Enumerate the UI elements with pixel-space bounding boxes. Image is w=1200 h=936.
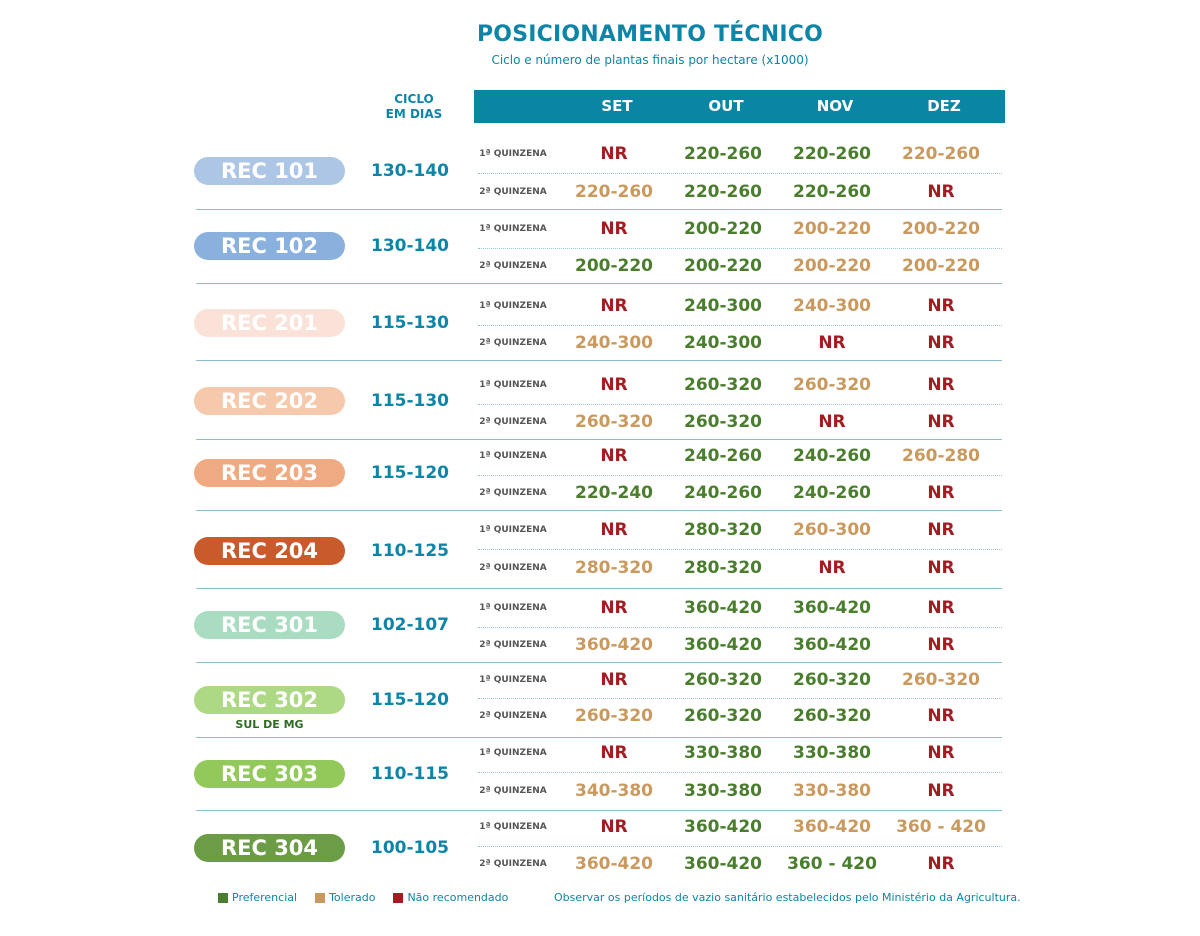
hybrid-badge-rec-204: REC 204 — [194, 537, 345, 565]
plant-density-cell: 240-260 — [792, 483, 872, 503]
month-header-nov: NOV — [816, 97, 854, 115]
plant-density-cell: NR — [927, 706, 955, 726]
plant-density-cell: NR — [818, 412, 846, 432]
hybrid-badge-rec-301: REC 301 — [194, 611, 345, 639]
row-separator — [196, 662, 1002, 663]
plant-density-cell: 260-320 — [683, 375, 763, 395]
plant-density-cell: 360-420 — [683, 854, 763, 874]
plant-density-cell: 220-240 — [574, 483, 654, 503]
fortnight-divider — [478, 475, 1002, 476]
plant-density-cell: 220-260 — [574, 182, 654, 202]
plant-density-cell: NR — [600, 144, 628, 164]
row-separator — [196, 588, 1002, 589]
cycle-header-line-1: CICLO — [394, 92, 434, 106]
legend-swatch — [218, 893, 228, 903]
fortnight-label: 1ª QUINZENA — [479, 149, 547, 159]
fortnight-label: 2ª QUINZENA — [479, 563, 547, 573]
plant-density-cell: 200-220 — [683, 256, 763, 276]
fortnight-label: 1ª QUINZENA — [479, 224, 547, 234]
fortnight-divider — [478, 173, 1002, 174]
plant-density-cell: 330-380 — [683, 743, 763, 763]
plant-density-cell: NR — [927, 333, 955, 353]
footnote: Observar os períodos de vazio sanitário estabelecidos pelo Ministério da Agricultura. — [554, 891, 1021, 904]
fortnight-label: 1ª QUINZENA — [479, 822, 547, 832]
plant-density-cell: 220-260 — [792, 182, 872, 202]
fortnight-label: 2ª QUINZENA — [479, 261, 547, 271]
legend-label: Tolerado — [329, 891, 376, 904]
plant-density-cell: 260-300 — [792, 520, 872, 540]
plant-density-cell: 200-220 — [901, 256, 981, 276]
fortnight-label: 2ª QUINZENA — [479, 786, 547, 796]
cycle-days-rec-101: 130-140 — [370, 161, 450, 181]
plant-density-cell: NR — [600, 817, 628, 837]
cycle-header-line-2: EM DIAS — [385, 107, 443, 121]
cycle-days-rec-204: 110-125 — [370, 541, 450, 561]
plant-density-cell: 240-300 — [683, 296, 763, 316]
plant-density-cell: 260-320 — [792, 706, 872, 726]
fortnight-label: 1ª QUINZENA — [479, 301, 547, 311]
row-separator — [196, 510, 1002, 511]
hybrid-badge-rec-203: REC 203 — [194, 459, 345, 487]
plant-density-cell: NR — [927, 182, 955, 202]
plant-density-cell: 240-260 — [683, 446, 763, 466]
legend-swatch — [393, 893, 403, 903]
plant-density-cell: NR — [818, 558, 846, 578]
hybrid-badge-rec-102: REC 102 — [194, 232, 345, 260]
legend-item — [315, 891, 375, 904]
fortnight-label: 2ª QUINZENA — [479, 187, 547, 197]
plant-density-cell: 360-420 — [683, 598, 763, 618]
plant-density-cell: NR — [927, 375, 955, 395]
plant-density-cell: 360-420 — [574, 635, 654, 655]
plant-density-cell: 280-320 — [683, 520, 763, 540]
fortnight-label: 1ª QUINZENA — [479, 675, 547, 685]
hybrid-badge-rec-201: REC 201 — [194, 309, 345, 337]
plant-density-cell: NR — [927, 296, 955, 316]
row-separator — [196, 439, 1002, 440]
plant-density-cell: 260-320 — [683, 706, 763, 726]
plant-density-cell: 220-260 — [683, 182, 763, 202]
cycle-days-rec-201: 115-130 — [370, 313, 450, 333]
plant-density-cell: 240-300 — [574, 333, 654, 353]
plant-density-cell: NR — [927, 854, 955, 874]
hybrid-badge-rec-304: REC 304 — [194, 834, 345, 862]
plant-density-cell: 360-420 — [792, 598, 872, 618]
plant-density-cell: NR — [927, 558, 955, 578]
row-separator — [196, 209, 1002, 210]
fortnight-label: 2ª QUINZENA — [479, 338, 547, 348]
legend — [218, 891, 526, 906]
cycle-days-rec-303: 110-115 — [370, 764, 450, 784]
cycle-days-rec-304: 100-105 — [370, 838, 450, 858]
plant-density-cell: 360-420 — [683, 817, 763, 837]
hybrid-badge-rec-303: REC 303 — [194, 760, 345, 788]
plant-density-cell: NR — [927, 743, 955, 763]
plant-density-cell: 260-280 — [901, 446, 981, 466]
plant-density-cell: 200-220 — [574, 256, 654, 276]
fortnight-label: 2ª QUINZENA — [479, 417, 547, 427]
cycle-days-rec-301: 102-107 — [370, 615, 450, 635]
plant-density-cell: 200-220 — [792, 219, 872, 239]
plant-density-cell: 240-300 — [792, 296, 872, 316]
row-separator — [196, 737, 1002, 738]
plant-density-cell: 360-420 — [792, 817, 872, 837]
plant-density-cell: NR — [927, 520, 955, 540]
hybrid-region-note: SUL DE MG — [235, 718, 304, 731]
fortnight-divider — [478, 325, 1002, 326]
plant-density-cell: NR — [927, 483, 955, 503]
fortnight-label: 1ª QUINZENA — [479, 451, 547, 461]
plant-density-cell: 340-380 — [574, 781, 654, 801]
plant-density-cell: 240-260 — [792, 446, 872, 466]
fortnight-label: 1ª QUINZENA — [479, 525, 547, 535]
fortnight-label: 2ª QUINZENA — [479, 488, 547, 498]
plant-density-cell: 330-380 — [792, 781, 872, 801]
plant-density-cell: NR — [600, 446, 628, 466]
cycle-days-rec-302: 115-120 — [370, 690, 450, 710]
plant-density-cell: 260-320 — [574, 412, 654, 432]
fortnight-divider — [478, 846, 1002, 847]
month-header-set: SET — [601, 97, 633, 115]
fortnight-label: 2ª QUINZENA — [479, 711, 547, 721]
plant-density-cell: 220-260 — [683, 144, 763, 164]
legend-swatch — [315, 893, 325, 903]
hybrid-badge-rec-101: REC 101 — [194, 157, 345, 185]
plant-density-cell: NR — [600, 296, 628, 316]
plant-density-cell: NR — [927, 598, 955, 618]
hybrid-badge-rec-202: REC 202 — [194, 387, 345, 415]
plant-density-cell: 260-320 — [683, 412, 763, 432]
cycle-days-rec-102: 130-140 — [370, 236, 450, 256]
plant-density-cell: NR — [927, 412, 955, 432]
legend-item — [393, 891, 508, 904]
plant-density-cell: 260-320 — [792, 670, 872, 690]
plant-density-cell: 240-300 — [683, 333, 763, 353]
page-title: POSICIONAMENTO TÉCNICO — [476, 22, 824, 47]
plant-density-cell: NR — [927, 781, 955, 801]
plant-density-cell: NR — [600, 219, 628, 239]
plant-density-cell: 360-420 — [683, 635, 763, 655]
cycle-days-rec-202: 115-130 — [370, 391, 450, 411]
row-separator — [196, 360, 1002, 361]
plant-density-cell: 260-320 — [683, 670, 763, 690]
fortnight-divider — [478, 248, 1002, 249]
fortnight-label: 1ª QUINZENA — [479, 603, 547, 613]
plant-density-cell: 280-320 — [574, 558, 654, 578]
plant-density-cell: NR — [600, 670, 628, 690]
plant-density-cell: NR — [600, 375, 628, 395]
plant-density-cell: 360 - 420 — [787, 854, 877, 874]
plant-density-cell: NR — [600, 743, 628, 763]
plant-density-cell: 260-320 — [792, 375, 872, 395]
legend-label: Preferencial — [232, 891, 298, 904]
page-subtitle: Ciclo e número de plantas finais por hectare (x1000) — [491, 53, 809, 67]
plant-density-cell: 200-220 — [683, 219, 763, 239]
legend-item — [218, 891, 297, 904]
fortnight-divider — [478, 549, 1002, 550]
plant-density-cell: 360-420 — [574, 854, 654, 874]
fortnight-divider — [478, 627, 1002, 628]
plant-density-cell: 280-320 — [683, 558, 763, 578]
plant-density-cell: NR — [818, 333, 846, 353]
hybrid-badge-rec-302: REC 302 — [194, 686, 345, 714]
fortnight-label: 2ª QUINZENA — [479, 640, 547, 650]
fortnight-label: 1ª QUINZENA — [479, 748, 547, 758]
plant-density-cell: 360-420 — [792, 635, 872, 655]
plant-density-cell: NR — [927, 635, 955, 655]
plant-density-cell: 220-260 — [792, 144, 872, 164]
plant-density-cell: 200-220 — [792, 256, 872, 276]
fortnight-divider — [478, 404, 1002, 405]
fortnight-divider — [478, 772, 1002, 773]
plant-density-cell: 220-260 — [901, 144, 981, 164]
plant-density-cell: 360 - 420 — [896, 817, 986, 837]
cycle-column-header — [370, 92, 458, 122]
fortnight-label: 1ª QUINZENA — [479, 380, 547, 390]
month-header-bar — [474, 90, 1005, 123]
row-separator — [196, 810, 1002, 811]
plant-density-cell: 260-320 — [901, 670, 981, 690]
row-separator — [196, 283, 1002, 284]
fortnight-label: 2ª QUINZENA — [479, 859, 547, 869]
legend-label: Não recomendado — [407, 891, 509, 904]
fortnight-divider — [478, 698, 1002, 699]
plant-density-cell: 200-220 — [901, 219, 981, 239]
plant-density-cell: 240-260 — [683, 483, 763, 503]
plant-density-cell: NR — [600, 598, 628, 618]
cycle-days-rec-203: 115-120 — [370, 463, 450, 483]
plant-density-cell: 260-320 — [574, 706, 654, 726]
plant-density-cell: 330-380 — [683, 781, 763, 801]
month-header-out: OUT — [708, 97, 744, 115]
plant-density-cell: 330-380 — [792, 743, 872, 763]
month-header-dez: DEZ — [927, 97, 961, 115]
plant-density-cell: NR — [600, 520, 628, 540]
